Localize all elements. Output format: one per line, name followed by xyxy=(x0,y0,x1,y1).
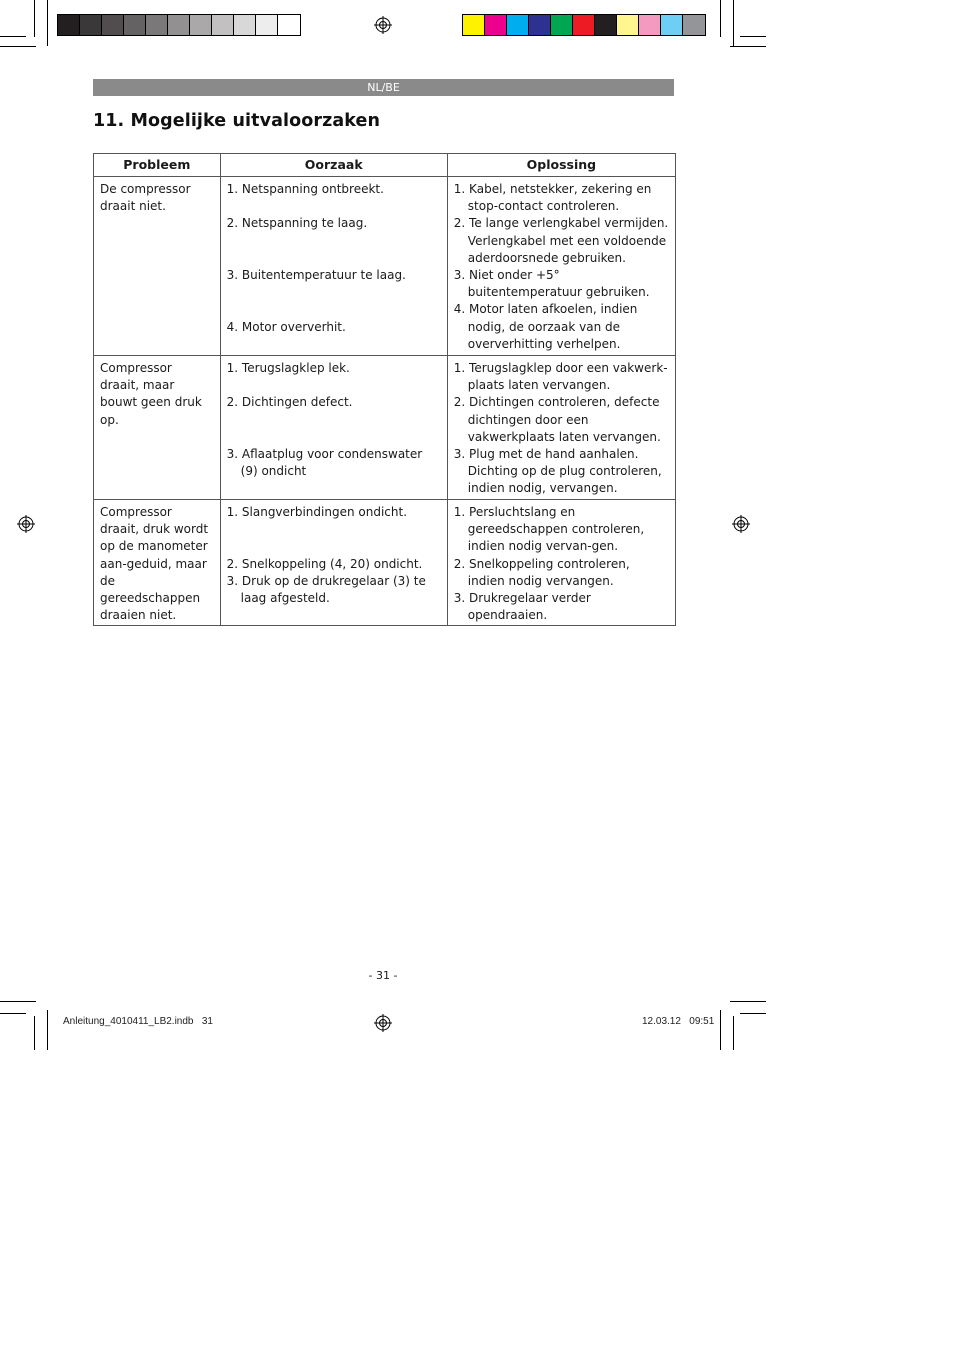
cause-item: 2. Dichtingen defect. xyxy=(226,395,353,410)
process-color-bar xyxy=(462,14,706,36)
problem-cell: Compressor draait, maar bouwt geen druk op. xyxy=(94,356,221,500)
color-swatch xyxy=(683,15,705,35)
crop-mark xyxy=(740,36,766,37)
crop-mark xyxy=(720,1010,721,1050)
cause-cell xyxy=(220,177,447,356)
gray-swatch xyxy=(190,15,212,35)
cause-item: 1. Slangverbindingen ondicht. xyxy=(226,505,408,519)
cause-item: 3. Aflaatplug voor condenswater (9) ondicht xyxy=(226,446,423,479)
crop-mark xyxy=(47,0,48,46)
solution-item: 2. Snelkoppeling controleren, indien nodig vervangen. xyxy=(453,556,630,588)
troubleshooting-table xyxy=(93,153,676,626)
cause-cell xyxy=(220,356,447,500)
color-swatch xyxy=(639,15,661,35)
gray-swatch xyxy=(256,15,278,35)
registration-mark-icon xyxy=(374,1014,392,1032)
grayscale-color-bar xyxy=(57,14,301,36)
crop-mark xyxy=(740,1013,766,1014)
solution-cell xyxy=(447,500,675,626)
gray-swatch xyxy=(168,15,190,35)
gray-swatch xyxy=(146,15,168,35)
color-swatch xyxy=(573,15,595,35)
cause-item: 4. Motor oververhit. xyxy=(226,319,346,334)
color-swatch xyxy=(617,15,639,35)
solution-item: 1. Persluchtslang en gereedschappen controleren, indien nodig vervan-gen. xyxy=(453,505,645,554)
solution-item: 1. Terugslagklep door een vakwerk-plaats laten vervangen. xyxy=(453,361,668,393)
crop-mark xyxy=(733,0,734,46)
solution-item: 1. Kabel, netstekker, zekering en stop-contact controleren. xyxy=(453,182,652,214)
table-row xyxy=(94,500,676,626)
crop-mark xyxy=(730,1001,766,1002)
gray-swatch xyxy=(124,15,146,35)
table-header-row xyxy=(94,154,676,177)
crop-mark xyxy=(733,1016,734,1050)
cause-item: 1. Netspanning ontbreekt. xyxy=(226,182,384,196)
color-swatch xyxy=(485,15,507,35)
cause-item: 2. Netspanning te laag. xyxy=(226,216,368,231)
color-swatch xyxy=(529,15,551,35)
solution-item: 2. Dichtingen controleren, defecte dichtingen door een vakwerkplaats laten vervangen. xyxy=(453,395,661,444)
crop-mark xyxy=(0,46,36,47)
solution-item: 4. Motor laten afkoelen, indien nodig, de oorzaak van de oververhitting verhelpen. xyxy=(453,302,638,351)
cause-cell xyxy=(220,500,447,626)
cause-item: 3. Druk op de drukregelaar (3) te laag afgesteld. xyxy=(226,573,426,605)
cause-item: 3. Buitentemperatuur te laag. xyxy=(226,267,406,282)
crop-mark xyxy=(47,1010,48,1050)
gray-swatch xyxy=(80,15,102,35)
color-swatch xyxy=(661,15,683,35)
language-tag-bar xyxy=(93,79,674,96)
page-number: - 31 - xyxy=(368,969,398,982)
color-swatch xyxy=(507,15,529,35)
color-swatch xyxy=(551,15,573,35)
solution-cell xyxy=(447,177,675,356)
crop-mark xyxy=(720,0,721,37)
registration-mark-icon xyxy=(374,16,392,34)
problem-cell: De compressor draait niet. xyxy=(94,177,221,356)
crop-mark xyxy=(0,1001,36,1002)
language-tag: NL/BE xyxy=(367,81,400,94)
gray-swatch xyxy=(234,15,256,35)
crop-mark xyxy=(0,1013,26,1014)
gray-swatch xyxy=(102,15,124,35)
footer-file-info: Anleitung_4010411_LB2.indb 31 xyxy=(63,1016,213,1027)
crop-mark xyxy=(34,1016,35,1050)
gray-swatch xyxy=(278,15,300,35)
gray-swatch xyxy=(212,15,234,35)
cause-item: 1. Terugslagklep lek. xyxy=(226,361,350,375)
crop-mark xyxy=(0,36,26,37)
solution-cell xyxy=(447,356,675,500)
solution-item: 3. Niet onder +5° buitentemperatuur gebruiken. xyxy=(453,268,650,300)
color-swatch xyxy=(595,15,617,35)
crop-mark xyxy=(730,46,766,47)
color-swatch xyxy=(463,15,485,35)
registration-mark-icon xyxy=(732,515,750,533)
registration-mark-icon xyxy=(17,515,35,533)
gray-swatch xyxy=(58,15,80,35)
column-header-problem: Probleem xyxy=(94,154,221,177)
solution-item: 3. Drukregelaar verder opendraaien. xyxy=(453,591,591,623)
column-header-cause: Oorzaak xyxy=(220,154,447,177)
problem-cell: Compressor draait, druk wordt op de manometer aan-geduid, maar de gereedschappen draaien niet. xyxy=(94,500,221,626)
cause-item: 2. Snelkoppeling (4, 20) ondicht. xyxy=(226,556,423,571)
column-header-solution: Oplossing xyxy=(447,154,675,177)
solution-item: 3. Plug met de hand aanhalen. Dichting op de plug controleren, indien nodig, vervangen. xyxy=(453,447,662,496)
table-row xyxy=(94,356,676,500)
footer-datetime: 12.03.12 09:51 xyxy=(642,1016,715,1027)
table-row xyxy=(94,177,676,356)
crop-mark xyxy=(34,0,35,37)
page-title: 11. Mogelijke uitvaloorzaken xyxy=(93,111,381,131)
solution-item: 2. Te lange verlengkabel vermijden. Verlengkabel met een voldoende aderdoorsnede gebruiken. xyxy=(453,216,669,265)
